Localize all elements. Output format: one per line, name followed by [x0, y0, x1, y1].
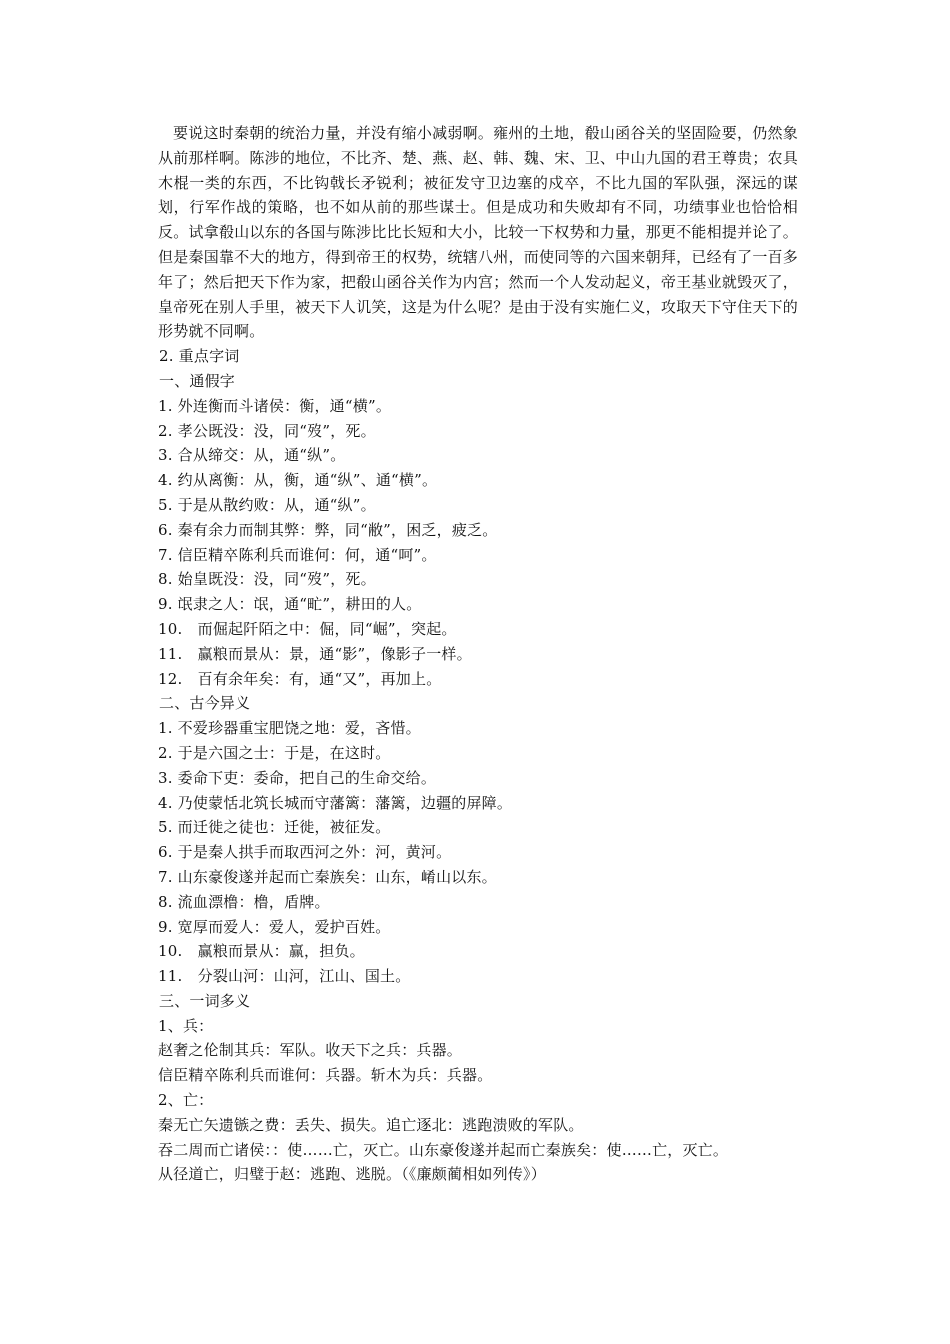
gujin-heading: 二、古今异义: [159, 694, 251, 713]
translation-paragraph: 要说这时秦朝的统治力量，并没有缩小减弱啊。雍州的土地，殽山函谷关的坚固险要，仍然象从前那样啊。陈涉的地位，不比齐、楚、燕、赵、韩、魏、宋、卫、中山九国的君王尊贵；农具木棍一类的东西，不比钩戟长矛锐利；被征发守卫边塞的戍卒，不比九国的军队强，深远的谋划，行军作战的策略，也不如从前的那些谋士。但是成功和失败却有不同，功绩事业也恰恰相反。试拿殽山以东的各国与陈涉比比长短和大小，比较一下权势和力量，那更不能相提并论了。但是秦国靠不大的地方，得到帝王的权势，统辖八州，而使同等的六国来朝拜，已经有了一百多年了；然后把天下作为家，把殽山函谷关作为内宫；然而一个人发动起义，帝王基业就毁灭了，皇帝死在别人手里，被天下人讥笑，这是为什么呢？是由于没有实施仁义，攻取天下守住天下的形势就不同啊。: [158, 124, 798, 341]
gujin-item: 3. 委命下吏：委命，把自己的生命交给。: [158, 768, 437, 787]
tongjiazi-item: 12. 百有余年矣：有，通“又”，再加上。: [158, 669, 442, 688]
document-body: [158, 121, 798, 1187]
gujin-item: 6. 于是秦人拱手而取西河之外：河，黄河。: [158, 843, 452, 862]
gujin-item: 1. 不爱珍器重宝肥饶之地：爱，吝惜。: [158, 719, 421, 738]
tongjiazi-item: 9. 氓隶之人：氓，通“甿”，耕田的人。: [158, 595, 422, 614]
gujin-item: 8. 流血漂橹：橹，盾牌。: [158, 892, 330, 911]
gujin-item: 2. 于是六国之士：于是，在这时。: [158, 743, 391, 762]
tongjiazi-item: 4. 约从离衡：从，衡，通“纵”、通“横”。: [158, 471, 438, 490]
duoyi-entry-line: 吞二周而亡诸侯：：使……亡，灭亡。山东豪俊遂并起而亡秦族矣：使……亡，灭亡。: [158, 1140, 729, 1159]
duoyi-heading: 三、一词多义: [159, 991, 251, 1010]
key-words-heading: 2. 重点字词: [159, 347, 240, 366]
tongjiazi-item: 2. 孝公既没：没，同“歿”，死。: [158, 421, 376, 440]
tongjiazi-item: 5. 于是从散约败：从，通“纵”。: [158, 495, 376, 514]
gujin-item: 4. 乃使蒙恬北筑长城而守藩篱：藩篱，边疆的屏障。: [158, 793, 513, 812]
tongjiazi-item: 11. 赢粮而景从：景，通“影”，像影子一样。: [158, 644, 472, 663]
gujin-item: 9. 宽厚而爱人：爱人，爱护百姓。: [158, 917, 391, 936]
tongjiazi-heading: 一、通假字: [159, 371, 236, 390]
tongjiazi-item: 1. 外连衡而斗诸侯：衡，通“横”。: [158, 396, 392, 415]
gujin-item: 7. 山东豪俊遂并起而亡秦族矣：山东，崤山以东。: [158, 867, 497, 886]
duoyi-entry-line: 秦无亡矢遗镞之费：丢失、损失。追亡逐北：逃跑溃败的军队。: [158, 1115, 584, 1134]
tongjiazi-item: 6. 秦有余力而制其弊：弊，同“敝”，困乏，疲乏。: [158, 520, 498, 539]
duoyi-entry-line: 信臣精卒陈利兵而谁何：兵器。斩木为兵：兵器。: [158, 1066, 493, 1085]
duoyi-entry-line: 从径道亡，归璧于赵：逃跑、逃脱。（《廉颇蔺相如列传》）: [158, 1165, 546, 1184]
tongjiazi-item: 10. 而倔起阡陌之中：倔，同“崛”，突起。: [158, 619, 457, 638]
tongjiazi-item: 7. 信臣精卒陈利兵而谁何：何，通“呵”。: [158, 545, 437, 564]
gujin-item: 10. 赢粮而景从：赢，担负。: [158, 942, 365, 961]
duoyi-entry-label: 1、兵：: [158, 1016, 214, 1035]
gujin-item: 5. 而迁徙之徒也：迁徙，被征发。: [158, 818, 391, 837]
duoyi-entry-label: 2、亡：: [158, 1091, 214, 1110]
gujin-item: 11. 分裂山河：山河，江山、国土。: [158, 967, 411, 986]
tongjiazi-item: 3. 合从缔交：从，通“纵”。: [158, 446, 346, 465]
tongjiazi-item: 8. 始皇既没：没，同“歿”，死。: [158, 570, 376, 589]
duoyi-entry-line: 赵奢之伦制其兵：军队。收天下之兵：兵器。: [158, 1041, 463, 1060]
